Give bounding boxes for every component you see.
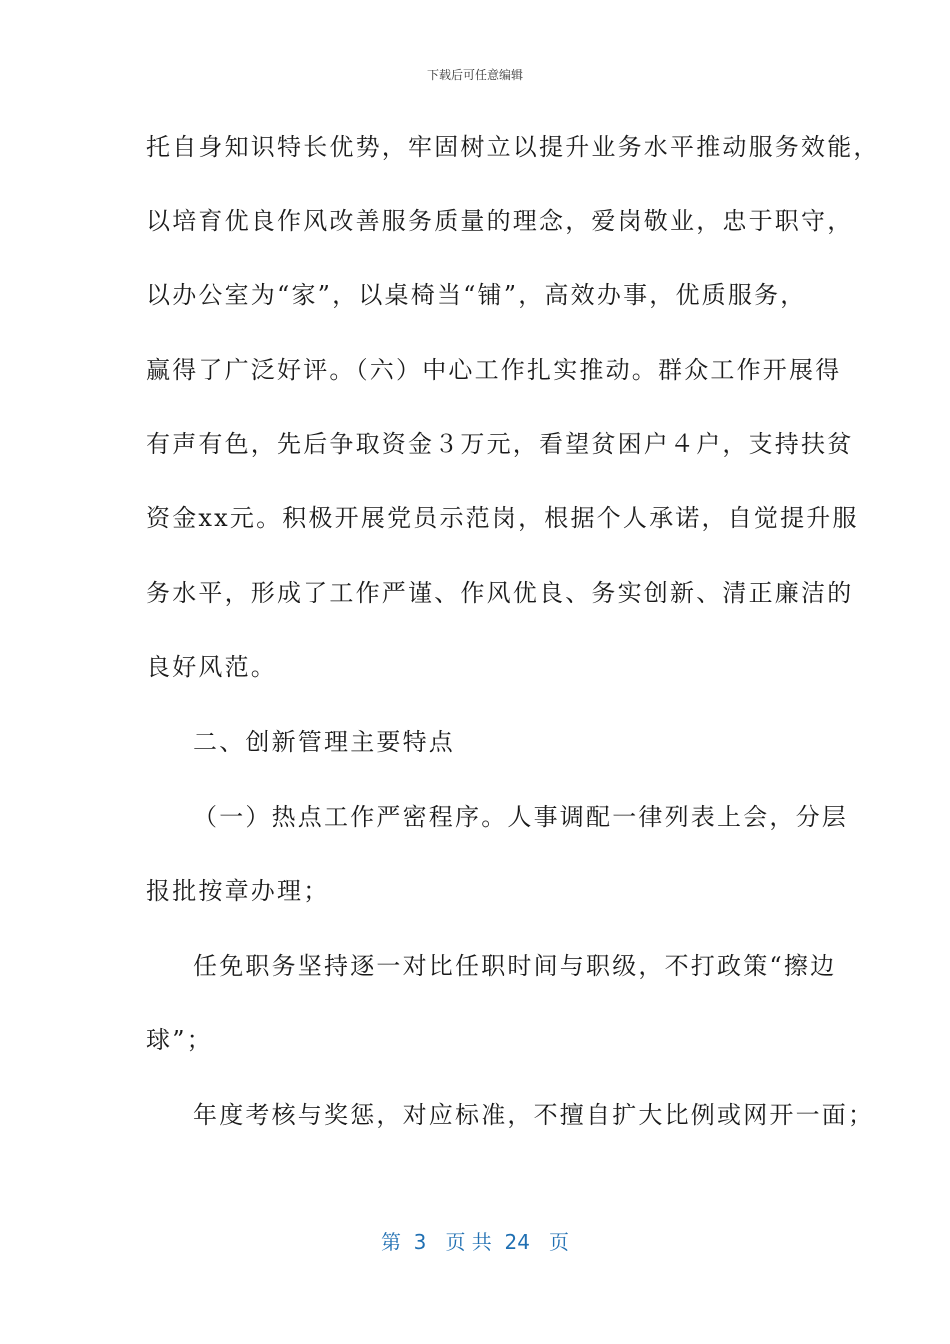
body-line-5: 有声有色，先后争取资金３万元，看望贫困户４户，支持扶贫 <box>146 430 854 458</box>
body-line-11: 报批按章办理； <box>146 877 330 905</box>
body-line-4: 赢得了广泛好评。（六）中心工作扎实推动。群众工作开展得 <box>146 356 842 384</box>
header-note: 下载后可任意编辑 <box>426 68 523 82</box>
body-line-2: 以培育优良作风改善服务质量的理念，爱岗敬业，忠于职守， <box>146 207 854 235</box>
body-line-14: 年度考核与奖惩，对应标准，不擅自扩大比例或网开一面； <box>193 1101 875 1129</box>
body-line-13: 球”； <box>146 1026 213 1054</box>
body-line-3: 以办公室为“家”，以桌椅当“铺”，高效办事，优质服务， <box>146 281 807 309</box>
body-line-12: 任免职务坚持逐一对比任职时间与职级，不打政策“擦边 <box>193 952 837 980</box>
body-line-1: 托自身知识特长优势，牢固树立以提升业务水平推动服务效能， <box>146 133 880 161</box>
page-indicator: 第 3 页 共 24 页 <box>380 1230 570 1254</box>
body-line-7: 务水平，形成了工作严谨、作风优良、务实创新、清正廉洁的 <box>146 579 854 607</box>
section-heading: 二、创新管理主要特点 <box>193 728 455 756</box>
body-line-8: 良好风范。 <box>146 653 277 681</box>
body-line-6: 资金xx元。积极开展党员示范岗，根据个人承诺，自觉提升服 <box>146 504 859 532</box>
body-line-10: （一）热点工作严密程序。人事调配一律列表上会，分层 <box>193 803 848 831</box>
